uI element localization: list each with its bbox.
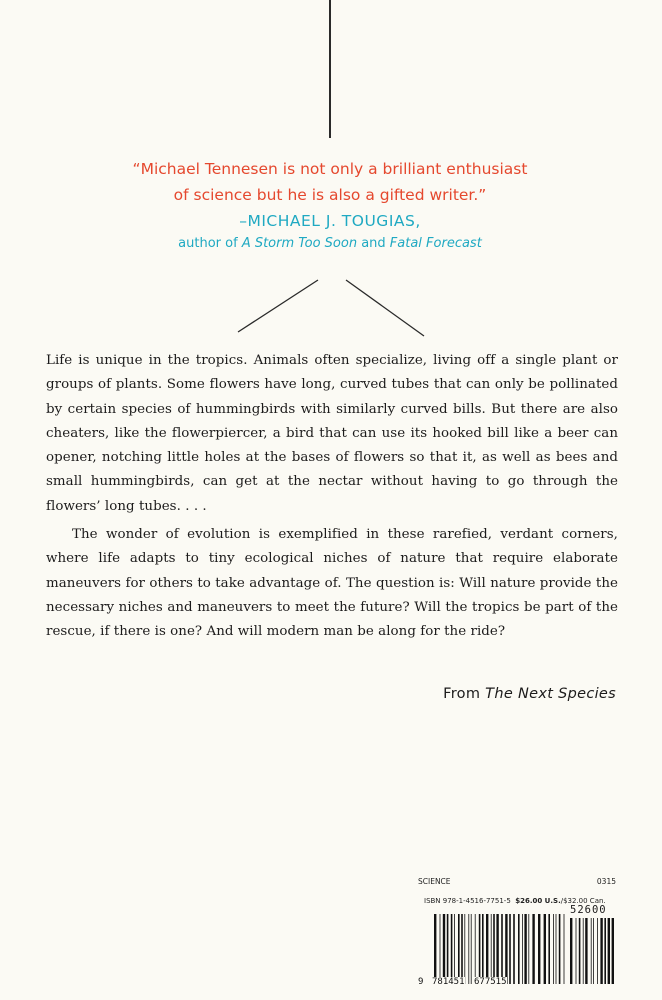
barcode-bar bbox=[486, 914, 488, 984]
barcode-bar bbox=[496, 914, 498, 984]
barcode-lead-digit: 9 bbox=[418, 977, 424, 987]
isbn-number: ISBN 978-1-4516-7751-5 bbox=[424, 897, 511, 905]
barcode-bar bbox=[564, 914, 565, 984]
barcode-bar bbox=[583, 918, 584, 984]
barcode-bar bbox=[559, 914, 561, 984]
excerpt-source-title: The Next Species bbox=[485, 686, 616, 702]
chevron-right-stroke bbox=[346, 280, 424, 336]
endorser-book-2: Fatal Forecast bbox=[389, 236, 482, 251]
barcode-bar bbox=[501, 914, 503, 984]
endorser-book-1: A Storm Too Soon bbox=[241, 236, 358, 251]
barcode-bar bbox=[518, 914, 520, 984]
barcode-bar bbox=[593, 918, 594, 984]
barcode-bar bbox=[538, 914, 540, 984]
barcode-bar bbox=[544, 914, 546, 984]
barcode-bar bbox=[468, 914, 469, 984]
barcode-bar bbox=[524, 914, 526, 984]
barcode-bar bbox=[451, 914, 453, 984]
excerpt-paragraph-1: Life is unique in the tropics. Animals often specialize, living off a single plant or groups of plants. Some flowers have long, curved tubes that can only be pollinated by certain species of hummingbirds with similarly curved bills. But there are also cheaters, like the flowerpiercer, a bird that can use its hooked bill like a beer can opener, notching little holes at the bases of flowers so that it, as well as bees and small hummingbirds, can get at the nectar without having to go through the flowers’ long tubes. . . . bbox=[46, 353, 618, 514]
barcode-bar bbox=[440, 914, 441, 984]
barcode-bar bbox=[471, 914, 472, 984]
barcode-bar bbox=[528, 914, 529, 984]
barcode-main-bars bbox=[434, 914, 564, 984]
chevron-left-stroke bbox=[238, 280, 318, 332]
barcode-bar bbox=[454, 914, 455, 984]
barcode-bar bbox=[608, 918, 610, 984]
barcode-bar bbox=[458, 914, 460, 984]
barcode-bar bbox=[522, 914, 523, 984]
barcode-bar bbox=[493, 914, 495, 984]
excerpt-source-prefix: From bbox=[443, 686, 486, 702]
barcode-bar bbox=[464, 914, 465, 984]
chevron-ornament bbox=[234, 276, 428, 338]
endorser-credit bbox=[120, 234, 540, 254]
barcode-bar bbox=[509, 914, 511, 984]
category-row bbox=[418, 877, 616, 886]
barcode-bar bbox=[591, 918, 592, 984]
barcode-bar bbox=[491, 914, 492, 984]
endorsement-blurb bbox=[120, 156, 540, 254]
excerpt-source bbox=[443, 686, 616, 702]
barcode-bar bbox=[479, 914, 481, 984]
quote-line-1: “Michael Tennesen is not only a brilliant enthusiast bbox=[132, 160, 528, 178]
barcode-bar bbox=[461, 914, 463, 984]
barcode-bar bbox=[434, 914, 436, 984]
price-can: /$32.00 Can. bbox=[560, 897, 606, 905]
barcode-bar bbox=[604, 918, 606, 984]
barcode-bar bbox=[443, 914, 445, 984]
barcode-bar bbox=[482, 914, 484, 984]
barcode-bar bbox=[597, 918, 598, 984]
barcode-bar bbox=[475, 914, 476, 984]
barcode-bar bbox=[570, 918, 572, 984]
book-excerpt bbox=[46, 349, 618, 645]
barcode-bar bbox=[532, 914, 534, 984]
endorser-credit-prefix: author of bbox=[178, 236, 242, 251]
endorser-name: –MICHAEL J. TOUGIAS, bbox=[239, 212, 421, 230]
barcode-bar bbox=[576, 918, 577, 984]
price-us: $26.00 U.S. bbox=[515, 897, 561, 905]
barcode-bar bbox=[505, 914, 507, 984]
category-label: SCIENCE bbox=[418, 877, 451, 886]
barcode-bar bbox=[612, 918, 614, 984]
excerpt-paragraph-2: The wonder of evolution is exemplified in these rarefied, verdant corners, where life adapts to tiny ecological niches of nature that require elaborate maneuvers for others to take advantage of. The question is: Will nature provide the necessary niches and maneuvers to meet the future? Will the tropics be part of the rescue, if there is one? And will modern man be along for the ride? bbox=[46, 527, 618, 640]
quote-line-2: of science but he is also a gifted writer.” bbox=[173, 186, 487, 204]
price-code-digits: 52600 bbox=[570, 904, 607, 916]
endorser-credit-and: and bbox=[357, 236, 390, 251]
endorsement-quote bbox=[120, 156, 540, 208]
barcode-digits-right: 677515 bbox=[474, 977, 507, 987]
barcode-bar bbox=[579, 918, 581, 984]
barcode-digits-left: 781451 bbox=[432, 977, 465, 987]
barcode-bar bbox=[548, 914, 550, 984]
barcode-bar bbox=[585, 918, 587, 984]
barcode-addon-bars bbox=[570, 918, 614, 984]
category-code: 0315 bbox=[596, 877, 616, 886]
barcode-bar bbox=[600, 918, 602, 984]
barcode-bar bbox=[447, 914, 449, 984]
barcode-bar bbox=[513, 914, 515, 984]
barcode-bar bbox=[553, 914, 554, 984]
barcode-bar bbox=[556, 914, 557, 984]
top-vertical-rule bbox=[329, 0, 331, 138]
